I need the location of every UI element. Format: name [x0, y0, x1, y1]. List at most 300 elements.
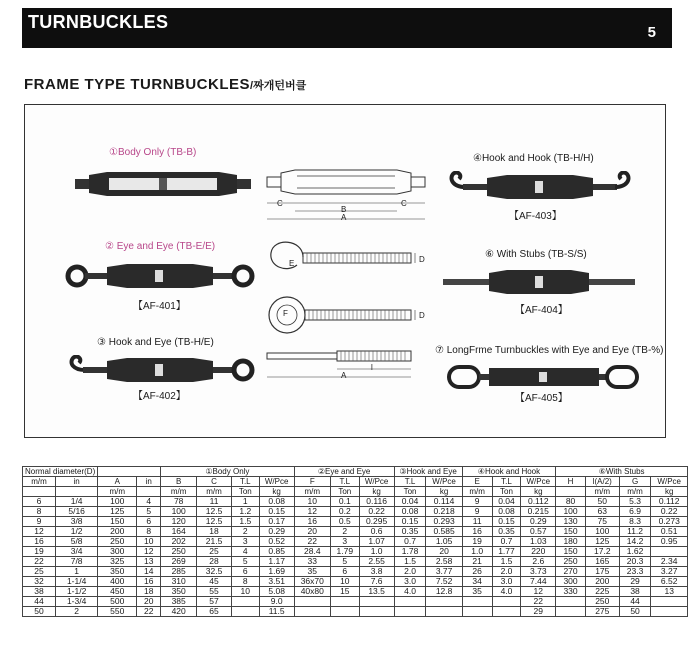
table-cell	[294, 597, 330, 607]
table-cell: 5/8	[56, 537, 98, 547]
table-cell: 5	[137, 507, 161, 517]
table-cell: 11	[197, 497, 232, 507]
table-cell: 0.04	[394, 497, 426, 507]
section-title-en: FRAME TYPE TURNBUCKLES	[24, 76, 251, 93]
table-cell: 3/4	[56, 547, 98, 557]
table-cell: 150	[98, 517, 137, 527]
unit-header-7: kg	[259, 487, 294, 497]
table-cell: 63	[585, 507, 619, 517]
dim-label-a: A	[341, 213, 347, 222]
table-cell: 420	[161, 607, 197, 617]
table-cell	[359, 597, 394, 607]
table-cell: 18	[197, 527, 232, 537]
sub-header-4: B	[161, 477, 197, 487]
table-cell: 0.15	[492, 517, 521, 527]
table-cell: 1.77	[492, 547, 521, 557]
table-cell: 2.58	[426, 557, 462, 567]
table-cell: 1.0	[462, 547, 492, 557]
product-label-with-stubs: ⑥ With Stubs (TB-S/S)	[485, 249, 587, 260]
sub-header-7: W/Pce	[259, 477, 294, 487]
unit-header-8: m/m	[294, 487, 330, 497]
eye-eye-image	[65, 261, 255, 291]
table-row	[23, 587, 688, 597]
table-cell: 1.78	[394, 547, 426, 557]
body-only-image	[73, 169, 253, 199]
table-cell: 50	[23, 607, 56, 617]
sub-header-9: T.L	[330, 477, 359, 487]
unit-header-17: m/m	[585, 487, 619, 497]
table-cell: 44	[619, 597, 651, 607]
table-cell: 125	[98, 507, 137, 517]
table-cell: 1.2	[231, 507, 259, 517]
table-cell: 6	[137, 517, 161, 527]
table-cell: 250	[556, 557, 586, 567]
table-cell: 450	[98, 587, 137, 597]
unit-header-2: m/m	[98, 487, 137, 497]
table-cell: 21	[462, 557, 492, 567]
table-row	[23, 537, 688, 547]
table-cell: 200	[98, 527, 137, 537]
section-title	[24, 76, 306, 93]
table-cell: 165	[585, 557, 619, 567]
table-cell: 1.07	[359, 537, 394, 547]
unit-header-9: Ton	[330, 487, 359, 497]
table-cell: 4	[137, 497, 161, 507]
sub-header-12: W/Pce	[426, 477, 462, 487]
sub-header-6: T.L	[231, 477, 259, 487]
table-cell: 0.85	[259, 547, 294, 557]
table-cell: 80	[556, 497, 586, 507]
sub-header-11: T.L	[394, 477, 426, 487]
table-cell	[330, 607, 359, 617]
table-cell: 200	[585, 577, 619, 587]
table-cell: 2.55	[359, 557, 394, 567]
table-cell: 1.5	[394, 557, 426, 567]
table-cell: 3.0	[492, 577, 521, 587]
sub-header-10: W/Pce	[359, 477, 394, 487]
table-cell: 0.293	[426, 517, 462, 527]
table-cell: 65	[197, 607, 232, 617]
table-cell: 9	[23, 517, 56, 527]
table-cell: 13	[651, 587, 688, 597]
table-cell: 0.08	[394, 507, 426, 517]
table-cell: 2.0	[492, 567, 521, 577]
table-cell: 0.08	[492, 507, 521, 517]
table-cell: 23.3	[619, 567, 651, 577]
table-cell: 150	[556, 547, 586, 557]
product-code-af404: 【AF-404】	[515, 305, 568, 316]
table-cell: 10	[294, 497, 330, 507]
table-cell: 10	[330, 577, 359, 587]
table-cell	[651, 597, 688, 607]
table-cell: 19	[462, 537, 492, 547]
table-cell: 0.114	[426, 497, 462, 507]
table-cell: 0.29	[521, 517, 556, 527]
table-cell: 1.05	[426, 537, 462, 547]
table-cell: 100	[98, 497, 137, 507]
spec-table-body	[23, 497, 688, 617]
table-cell: 0.1	[330, 497, 359, 507]
hook-eye-image	[65, 355, 255, 385]
sub-header-0: m/m	[23, 477, 56, 487]
table-cell: 0.218	[426, 507, 462, 517]
group-body: ①Body Only	[161, 467, 294, 477]
table-cell: 20	[294, 527, 330, 537]
table-cell: 36x70	[294, 577, 330, 587]
table-cell: 350	[98, 567, 137, 577]
group-hook-eye: ③Hook and Eye	[394, 467, 462, 477]
table-cell: 325	[98, 557, 137, 567]
hook-hook-image	[443, 171, 639, 203]
table-row	[23, 517, 688, 527]
table-cell	[651, 607, 688, 617]
table-cell: 6.9	[619, 507, 651, 517]
table-cell: 32	[23, 577, 56, 587]
table-row	[23, 507, 688, 517]
table-cell: 8	[137, 527, 161, 537]
page-header	[22, 8, 672, 48]
dim-label-f: F	[283, 309, 288, 318]
table-cell: 13.5	[359, 587, 394, 597]
table-cell: 1.79	[330, 547, 359, 557]
table-cell	[492, 607, 521, 617]
unit-header-10: kg	[359, 487, 394, 497]
table-cell: 5/16	[56, 507, 98, 517]
table-cell	[651, 547, 688, 557]
with-stubs-image	[441, 267, 637, 297]
table-cell: 8.3	[619, 517, 651, 527]
product-label-long-frame: ⑦ LongFrme Turnbuckles with Eye and Eye (TB-%)	[435, 345, 664, 356]
table-cell: 12	[294, 507, 330, 517]
table-cell: 220	[521, 547, 556, 557]
table-cell: 3	[330, 537, 359, 547]
table-cell: 330	[556, 587, 586, 597]
table-row	[23, 607, 688, 617]
table-cell: 16	[294, 517, 330, 527]
table-cell: 180	[556, 537, 586, 547]
table-cell: 1-3/4	[56, 597, 98, 607]
table-cell: 7/8	[56, 557, 98, 567]
table-cell: 100	[556, 507, 586, 517]
dim-label-a-stub: A	[341, 371, 347, 380]
table-cell: 33	[294, 557, 330, 567]
unit-header-18: m/m	[619, 487, 651, 497]
unit-header-13: m/m	[462, 487, 492, 497]
table-cell: 8	[231, 577, 259, 587]
unit-header-1	[56, 487, 98, 497]
table-cell: 1.0	[359, 547, 394, 557]
table-cell: 175	[585, 567, 619, 577]
group-normal: Normal diameter(D)	[23, 467, 98, 477]
section-title-ko: /짜개턴버클	[250, 80, 307, 92]
sub-header-14: T.L	[492, 477, 521, 487]
table-cell: 164	[161, 527, 197, 537]
table-row	[23, 567, 688, 577]
table-cell: 4.0	[492, 587, 521, 597]
table-cell: 1.5	[231, 517, 259, 527]
table-cell: 20.3	[619, 557, 651, 567]
table-cell: 0.273	[651, 517, 688, 527]
table-cell: 125	[585, 537, 619, 547]
table-cell: 1.69	[259, 567, 294, 577]
table-cell: 310	[161, 577, 197, 587]
table-cell: 1	[56, 567, 98, 577]
table-cell: 11	[462, 517, 492, 527]
table-cell: 9.0	[259, 597, 294, 607]
table-cell	[330, 597, 359, 607]
table-cell: 3.51	[259, 577, 294, 587]
table-cell: 12.5	[197, 507, 232, 517]
table-cell	[426, 607, 462, 617]
table-cell: 7.44	[521, 577, 556, 587]
table-cell: 11.5	[259, 607, 294, 617]
table-cell: 1.62	[619, 547, 651, 557]
header-title: TURNBUCKLES	[28, 12, 169, 32]
table-cell: 3.0	[394, 577, 426, 587]
table-cell: 22	[521, 597, 556, 607]
table-cell: 25	[197, 547, 232, 557]
table-cell: 130	[556, 517, 586, 527]
table-cell: 0.95	[651, 537, 688, 547]
table-row	[23, 497, 688, 507]
table-cell	[462, 597, 492, 607]
dim-label-c-left: C	[277, 199, 283, 208]
table-cell	[492, 597, 521, 607]
page-number: 5	[647, 24, 656, 41]
table-cell: 500	[98, 597, 137, 607]
table-cell: 2	[56, 607, 98, 617]
table-cell: 3.8	[359, 567, 394, 577]
dim-label-d-eye: D	[419, 311, 425, 320]
unit-header-15: kg	[521, 487, 556, 497]
table-cell: 14	[137, 567, 161, 577]
table-cell: 0.17	[259, 517, 294, 527]
table-cell: 1	[231, 497, 259, 507]
unit-header-19: kg	[651, 487, 688, 497]
table-cell: 12	[23, 527, 56, 537]
table-row	[23, 597, 688, 607]
table-cell: 12.5	[197, 517, 232, 527]
table-cell: 3	[231, 537, 259, 547]
table-cell: 1-1/4	[56, 577, 98, 587]
table-cell: 19	[23, 547, 56, 557]
table-cell: 0.15	[394, 517, 426, 527]
table-cell: 5	[330, 557, 359, 567]
table-cell: 0.35	[394, 527, 426, 537]
table-cell: 14.2	[619, 537, 651, 547]
product-label-hook-eye: ③ Hook and Eye (TB-H/E)	[97, 337, 214, 348]
table-cell: 22	[23, 557, 56, 567]
table-cell: 0.2	[330, 507, 359, 517]
table-cell: 78	[161, 497, 197, 507]
group-header-row	[23, 467, 688, 477]
table-cell: 202	[161, 537, 197, 547]
group-eye: ②Eye and Eye	[294, 467, 394, 477]
sub-header-17: l(A/2)	[585, 477, 619, 487]
table-row	[23, 557, 688, 567]
table-cell: 275	[585, 607, 619, 617]
table-cell: 0.52	[259, 537, 294, 547]
table-cell: 6	[23, 497, 56, 507]
table-cell: 7.52	[426, 577, 462, 587]
table-cell: 6.52	[651, 577, 688, 587]
table-cell	[394, 597, 426, 607]
table-cell	[231, 607, 259, 617]
table-cell: 0.51	[651, 527, 688, 537]
table-cell: 35	[462, 587, 492, 597]
sub-header-3: in	[137, 477, 161, 487]
table-cell: 0.7	[492, 537, 521, 547]
unit-header-14: Ton	[492, 487, 521, 497]
table-cell: 25	[23, 567, 56, 577]
long-frame-image	[445, 363, 641, 391]
table-cell: 9	[462, 507, 492, 517]
sub-header-16: H	[556, 477, 586, 487]
table-cell: 28	[197, 557, 232, 567]
table-cell: 5.08	[259, 587, 294, 597]
table-cell: 0.04	[492, 497, 521, 507]
table-cell: 57	[197, 597, 232, 607]
table-cell: 250	[585, 597, 619, 607]
table-cell: 45	[197, 577, 232, 587]
table-cell: 285	[161, 567, 197, 577]
table-cell: 5	[231, 557, 259, 567]
sub-header-row	[23, 477, 688, 487]
table-cell: 20	[137, 597, 161, 607]
table-cell: 0.08	[259, 497, 294, 507]
table-cell	[394, 607, 426, 617]
table-cell: 0.112	[651, 497, 688, 507]
table-cell: 0.112	[521, 497, 556, 507]
table-cell: 100	[585, 527, 619, 537]
product-code-af405: 【AF-405】	[515, 393, 568, 404]
table-cell: 8	[23, 507, 56, 517]
unit-header-6: Ton	[231, 487, 259, 497]
group-stubs: ⑥With Stubs	[556, 467, 688, 477]
table-cell	[462, 607, 492, 617]
table-cell: 35	[294, 567, 330, 577]
table-cell: 385	[161, 597, 197, 607]
table-cell: 120	[161, 517, 197, 527]
dim-label-e: E	[289, 259, 295, 268]
table-cell: 0.295	[359, 517, 394, 527]
unit-header-4: m/m	[161, 487, 197, 497]
table-cell: 0.7	[394, 537, 426, 547]
table-cell: 3.73	[521, 567, 556, 577]
table-cell: 0.116	[359, 497, 394, 507]
table-cell: 0.35	[492, 527, 521, 537]
table-cell: 6	[231, 567, 259, 577]
unit-header-0	[23, 487, 56, 497]
table-cell: 1.17	[259, 557, 294, 567]
table-cell: 1/4	[56, 497, 98, 507]
table-cell: 400	[98, 577, 137, 587]
table-cell: 270	[556, 567, 586, 577]
table-cell: 350	[161, 587, 197, 597]
sub-header-18: G	[619, 477, 651, 487]
table-cell: 9	[462, 497, 492, 507]
table-cell: 0.22	[651, 507, 688, 517]
table-cell: 2.0	[394, 567, 426, 577]
table-cell: 38	[23, 587, 56, 597]
table-cell: 2	[231, 527, 259, 537]
table-cell	[294, 607, 330, 617]
table-cell: 250	[161, 547, 197, 557]
group-hook-hook: ④Hook and Hook	[462, 467, 556, 477]
unit-header-row	[23, 487, 688, 497]
table-cell: 0.15	[259, 507, 294, 517]
table-cell: 13	[137, 557, 161, 567]
dim-label-l: l	[371, 363, 373, 372]
sub-header-1: in	[56, 477, 98, 487]
table-cell	[426, 597, 462, 607]
table-cell: 269	[161, 557, 197, 567]
table-cell: 44	[23, 597, 56, 607]
table-cell: 40x80	[294, 587, 330, 597]
sub-header-5: C	[197, 477, 232, 487]
table-cell: 34	[462, 577, 492, 587]
table-cell: 2	[330, 527, 359, 537]
table-cell: 5.3	[619, 497, 651, 507]
table-cell: 29	[619, 577, 651, 587]
sub-header-19: W/Pce	[651, 477, 688, 487]
table-cell: 50	[585, 497, 619, 507]
table-cell: 1-1/2	[56, 587, 98, 597]
product-frame	[24, 104, 666, 438]
dim-label-c-right: C	[401, 199, 407, 208]
dim-label-d-hook: D	[419, 255, 425, 264]
table-cell: 1.03	[521, 537, 556, 547]
sub-header-15: W/Pce	[521, 477, 556, 487]
product-label-hook-hook: ④Hook and Hook (TB-H/H)	[473, 153, 594, 164]
table-cell: 17.2	[585, 547, 619, 557]
table-cell: 21.5	[197, 537, 232, 547]
table-cell: 3.77	[426, 567, 462, 577]
table-cell: 16	[462, 527, 492, 537]
product-code-af401: 【AF-401】	[133, 301, 186, 312]
table-cell: 22	[294, 537, 330, 547]
table-cell: 15	[330, 587, 359, 597]
table-cell: 16	[137, 577, 161, 587]
table-cell: 10	[137, 537, 161, 547]
table-cell: 0.6	[359, 527, 394, 537]
unit-header-11: Ton	[394, 487, 426, 497]
table-cell: 0.585	[426, 527, 462, 537]
unit-header-3	[137, 487, 161, 497]
table-row	[23, 527, 688, 537]
table-cell: 150	[556, 527, 586, 537]
sub-header-2: A	[98, 477, 137, 487]
table-cell: 16	[23, 537, 56, 547]
table-cell: 4.0	[394, 587, 426, 597]
unit-header-16	[556, 487, 586, 497]
table-cell: 55	[197, 587, 232, 597]
unit-header-5: m/m	[197, 487, 232, 497]
table-cell: 4	[231, 547, 259, 557]
table-cell: 6	[330, 567, 359, 577]
table-cell: 26	[462, 567, 492, 577]
table-cell: 3/8	[56, 517, 98, 527]
table-cell: 12	[137, 547, 161, 557]
unit-header-12: kg	[426, 487, 462, 497]
table-cell	[231, 597, 259, 607]
hook-drawing	[263, 233, 423, 279]
table-cell	[359, 607, 394, 617]
product-label-eye-eye: ② Eye and Eye (TB-E/E)	[105, 241, 216, 252]
table-cell: 28.4	[294, 547, 330, 557]
table-cell	[556, 597, 586, 607]
table-cell: 18	[137, 587, 161, 597]
